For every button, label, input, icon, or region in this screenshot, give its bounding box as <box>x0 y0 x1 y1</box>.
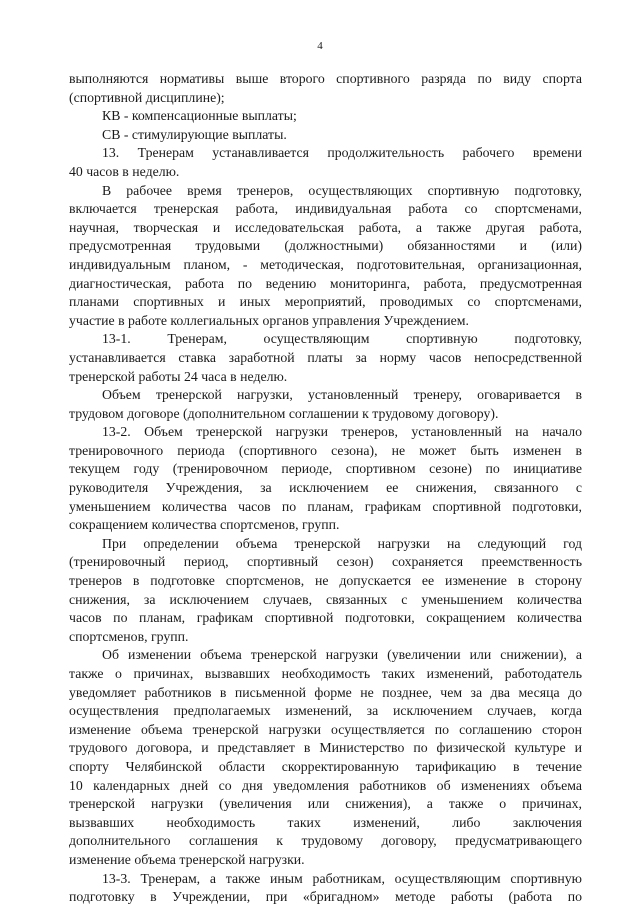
text-line: 13-1. Тренерам, осуществляющим спортивную подготовку, <box>102 331 582 347</box>
text-line: уведомляет работников в письменной форме не позднее, чем за два месяца до <box>69 684 582 700</box>
text-line: Объем тренерской нагрузки, установленный тренеру, оговаривается в <box>102 387 582 403</box>
text-line: также о причинах, вызвавших необходимость таких изменений, работодатель <box>69 666 582 681</box>
text-line: тренерской нагрузки (увеличения или снижения), а также о причинах, <box>69 796 582 812</box>
text-line: (спортивной дисциплине); <box>69 89 225 105</box>
text-line: подготовку в Учреждении, при «бригадном» методе работы (работа по <box>69 889 582 905</box>
text-line: 13-2. Объем тренерской нагрузки тренеров, установленный на начало <box>102 424 582 440</box>
text-line: спорту Челябинской области скорректированную тарификацию в течение <box>69 758 582 774</box>
text-line: диагностическая, работа по ведению мониторинга, работа, предусмотренная <box>69 275 582 291</box>
text-line: При определении объема тренерской нагрузки на следующий год <box>102 535 582 551</box>
text-line: устанавливается ставка заработной платы за норму часов непосредственной <box>69 349 582 365</box>
text-line: включается тренерская работа, индивидуальная работа со спортсменами, <box>69 201 582 217</box>
text-line: 10 календарных дней со дня уведомления работников об изменениях объема <box>69 777 582 793</box>
text-line: СВ - стимулирующие выплаты. <box>102 126 287 142</box>
document-body <box>69 70 582 907</box>
text-line: дополнительного соглашения к трудовому договору, предусматривающего <box>69 833 582 849</box>
text-line: предусмотренная трудовыми (должностными) обязанностями и (или) <box>69 238 582 254</box>
text-line: спортсменов, групп. <box>69 628 189 644</box>
text-line: тренерской работы 24 часа в неделю. <box>69 368 288 384</box>
text-line: 40 часов в неделю. <box>69 163 180 179</box>
text-line: снижения, за исключением случаев, связанных с уменьшением количества <box>69 591 582 607</box>
page-number: 4 <box>317 40 323 52</box>
text-line: тренировочного периода (спортивного сезона), не может быть изменен в <box>69 442 582 458</box>
text-line: планами спортивных и иных мероприятий, проводимых со спортсменами, <box>69 294 582 310</box>
text-line: сокращением количества спортсменов, групп. <box>69 517 340 533</box>
text-line: руководителя Учреждения, за исключением ее снижения, связанного с <box>69 480 582 496</box>
text-line: изменение объема тренерской нагрузки осуществляется по соглашению сторон <box>69 721 582 737</box>
text-line: (тренировочный период, спортивный сезон) сохраняется преемственность <box>69 554 582 570</box>
text-line: 13-3. Тренерам, а также иным работникам, осуществляющим спортивную <box>102 870 582 886</box>
text-line: Об изменении объема тренерской нагрузки (увеличении или снижении), а <box>102 647 582 663</box>
text-line: трудовом договоре (дополнительном соглашении к трудовому договору). <box>69 405 499 421</box>
text-line: осуществления предполагаемых изменений, за исключением случаев, когда <box>69 703 582 719</box>
text-line: тренеров в подготовке спортсменов, не допускается ее изменение в сторону <box>69 573 582 589</box>
text-line: трудового договора, и представляет в Министерство по физической культуре и <box>69 740 582 756</box>
text-line: участие в работе коллегиальных органов управления Учреждением. <box>69 312 469 328</box>
text-line: текущем году (тренировочном периоде, спортивном сезоне) по инициативе <box>69 461 582 477</box>
text-line: уменьшением количества часов по планам, графикам спортивной подготовки, <box>69 498 582 514</box>
text-line: индивидуальным планом, - методическая, подготовительная, организационная, <box>69 256 582 272</box>
text-line: В рабочее время тренеров, осуществляющих спортивную подготовку, <box>102 182 582 198</box>
text-line: научная, творческая и исследовательская работа, а также другая работа, <box>69 219 582 235</box>
text-line: 13. Тренерам устанавливается продолжительность рабочего времени <box>102 145 582 161</box>
text-line: КВ - компенсационные выплаты; <box>102 108 297 124</box>
text-line: изменение объема тренерской нагрузки. <box>69 851 305 867</box>
text-line: выполняются нормативы выше второго спортивного разряда по виду спорта <box>69 71 582 86</box>
text-line: часов по планам, графикам спортивной подготовки, сокращением количества <box>69 610 582 626</box>
text-line: вызвавших необходимость таких изменений, либо заключения <box>69 814 582 830</box>
